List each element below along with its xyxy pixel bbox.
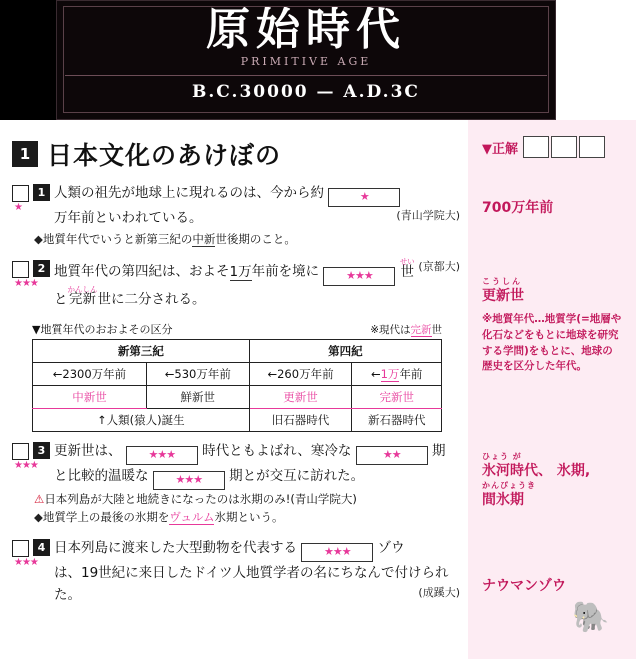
question-2-difficulty: ★★★ (14, 278, 38, 290)
question-2-ruby-kanshin: かんしん 完新 (67, 284, 98, 308)
main-content (0, 120, 468, 659)
page-spine (0, 0, 56, 120)
answer-1: 700万年前 (482, 200, 554, 216)
question-4-number: 4 (33, 539, 50, 556)
question-4-checkbox[interactable] (12, 540, 29, 557)
question-2-number: 2 (33, 260, 50, 277)
question-4 (12, 537, 460, 607)
question-3-text-mid-3: と比較的温暖な (54, 467, 149, 484)
question-4-source: (成蹊大) (418, 586, 460, 600)
section-title: 日本文化のあけぼの (47, 141, 282, 170)
question-2-source: (京都大) (418, 260, 460, 274)
question-3-note-1 (34, 490, 460, 508)
question-4-text-after: は、19世紀に来日したドイツ人地質学者の名にちなんで付けられた。 (54, 564, 449, 604)
question-1-difficulty: ★ (14, 202, 22, 213)
table-cell-epoch-1: 中新世 (33, 385, 147, 408)
table-cell-epoch-4: 完新世 (352, 385, 442, 408)
table-cell-event-2: 旧石器時代 (249, 408, 352, 431)
banner-subtitle: PRIMITIVE AGE (240, 55, 372, 69)
table-caption: ▼地質年代のおおよその区分 (32, 322, 173, 336)
table-cell-event-3: 新石器時代 (352, 408, 442, 431)
answer-3-ruby-1: ひょう が (482, 452, 522, 461)
question-4-blank[interactable]: ★★★ (301, 543, 373, 562)
answer-2-text: 更新世 (482, 288, 524, 304)
table-row (33, 408, 442, 431)
answer-3-line-2: 間氷期 (482, 492, 524, 508)
question-1 (12, 182, 460, 248)
question-3-note-1-source: (青山学院大) (290, 491, 357, 506)
geologic-table-block (32, 321, 442, 432)
table-cell-age-2: ←530万年前 (146, 362, 249, 385)
question-1-text-after: 万年前といわれている。 (54, 210, 203, 226)
section-heading (12, 136, 460, 172)
answers-panel (468, 120, 636, 659)
question-3-text-mid-1: 時代ともよばれ、寒冷な (202, 442, 352, 459)
section-number: 1 (12, 141, 38, 167)
answer-2-ruby: こうしん (482, 277, 522, 286)
question-1-note-underline: 中新 (192, 231, 216, 246)
question-1-number: 1 (33, 184, 50, 201)
question-3-note-2-marker: ◆ (34, 510, 43, 525)
question-3-number: 3 (33, 442, 50, 459)
table-cell-age-1: ←2300万年前 (33, 362, 147, 385)
question-4-body (54, 537, 460, 607)
question-2-checkbox[interactable] (12, 261, 29, 278)
table-caption-pink: 完新 (410, 323, 432, 336)
banner-frame (63, 6, 549, 113)
question-1-text-before: 人類の祖先が地球上に現れるのは、今から約 (54, 185, 324, 201)
question-1-source: (青山学院大) (396, 209, 460, 222)
table-cell-age-3: ←260万年前 (249, 362, 352, 385)
question-1-body (54, 182, 460, 230)
warning-icon: ⚠ (34, 491, 45, 506)
question-1-note-text: 地質年代でいうと新第三紀の中新世後期のこと。 (42, 231, 296, 246)
table-header-2: 第四紀 (249, 339, 441, 362)
table-row (33, 385, 442, 408)
answer-box-2[interactable] (551, 136, 577, 158)
question-4-text-before: 日本列島に渡来した大型動物を代表する (54, 539, 297, 556)
table-cell-epoch-2: 鮮新世 (146, 385, 249, 408)
banner-title: 原始時代 (206, 4, 406, 55)
question-3-blank-2[interactable]: ★★ (356, 446, 428, 465)
page-banner (56, 0, 556, 120)
question-3-note-2-underline: ヴュルム (169, 510, 215, 525)
answer-3-line-1: 氷河時代、 (482, 463, 552, 479)
question-3-blank-3[interactable]: ★★★ (153, 471, 225, 490)
question-3-text-after: 期とが交互に訪れた。 (229, 467, 365, 484)
answer-3-line-1b: 氷期, (556, 463, 591, 479)
question-1-note (34, 230, 460, 248)
table-cell-event-1: ↑人類(猿人)誕生 (33, 408, 250, 431)
table-caption-right: ※現代は完新世 (370, 323, 442, 336)
answer-box-1[interactable] (523, 136, 549, 158)
question-1-checkbox[interactable] (12, 185, 29, 202)
table-header-row (33, 339, 442, 362)
table-row (33, 362, 442, 385)
table-header-1: 新第三紀 (33, 339, 250, 362)
question-1-blank[interactable]: ★ (328, 188, 400, 207)
question-3-note-2-post: 氷期という。 (214, 510, 284, 525)
answer-3-ruby-3: かんぴょうき (482, 481, 536, 490)
question-3-text-mid-2: 期 (432, 442, 446, 459)
question-3-checkbox[interactable] (12, 443, 29, 460)
answers-header-label: ▼正解 (482, 141, 518, 157)
question-4-difficulty: ★★★ (14, 556, 38, 568)
question-2-body: 地質年代の第四紀は、およそ1万年前を境に ★★★ せい 世 (京都大) と かんしん 完新 世に二分される。 (54, 257, 460, 308)
question-4-text-mid: ゾウ (377, 539, 405, 556)
answer-2-note: ※地質年代…地質学(=地層や化石などをもとに地球を研究する学問)をもとに、地球の歴史を区分した年代。 (482, 313, 622, 373)
question-3-note-1-text: 日本列島が大陸と地続きになったのは氷期のみ! (44, 491, 291, 506)
question-3-difficulty: ★★★ (14, 459, 38, 471)
question-2-blank[interactable]: ★★★ (323, 267, 395, 286)
question-3-note-2-pre: 地質学上の最後の氷期を (42, 510, 170, 525)
answer-box-3[interactable] (579, 136, 605, 158)
banner-years: B.C.30000 — A.D.3C (192, 82, 420, 103)
question-2 (12, 258, 460, 311)
question-3-text-before: 更新世は、 (54, 442, 122, 459)
answer-4: ナウマンゾウ (482, 578, 566, 594)
answer-3 (482, 453, 590, 511)
question-1-note-marker: ◆ (34, 231, 43, 246)
geologic-table (32, 339, 442, 432)
question-2-ruby-sei: せい 世 (399, 257, 415, 280)
question-3 (12, 440, 460, 527)
question-3-blank-1[interactable]: ★★★ (126, 446, 198, 465)
answer-2 (482, 278, 524, 306)
question-3-body (54, 440, 460, 490)
table-cell-age-4: ←1万年前 (352, 362, 442, 385)
question-3-note-2 (34, 508, 460, 526)
elephant-icon: 🐘 (572, 600, 610, 635)
answers-header (482, 136, 626, 158)
table-cell-epoch-3: 更新世 (249, 385, 352, 408)
